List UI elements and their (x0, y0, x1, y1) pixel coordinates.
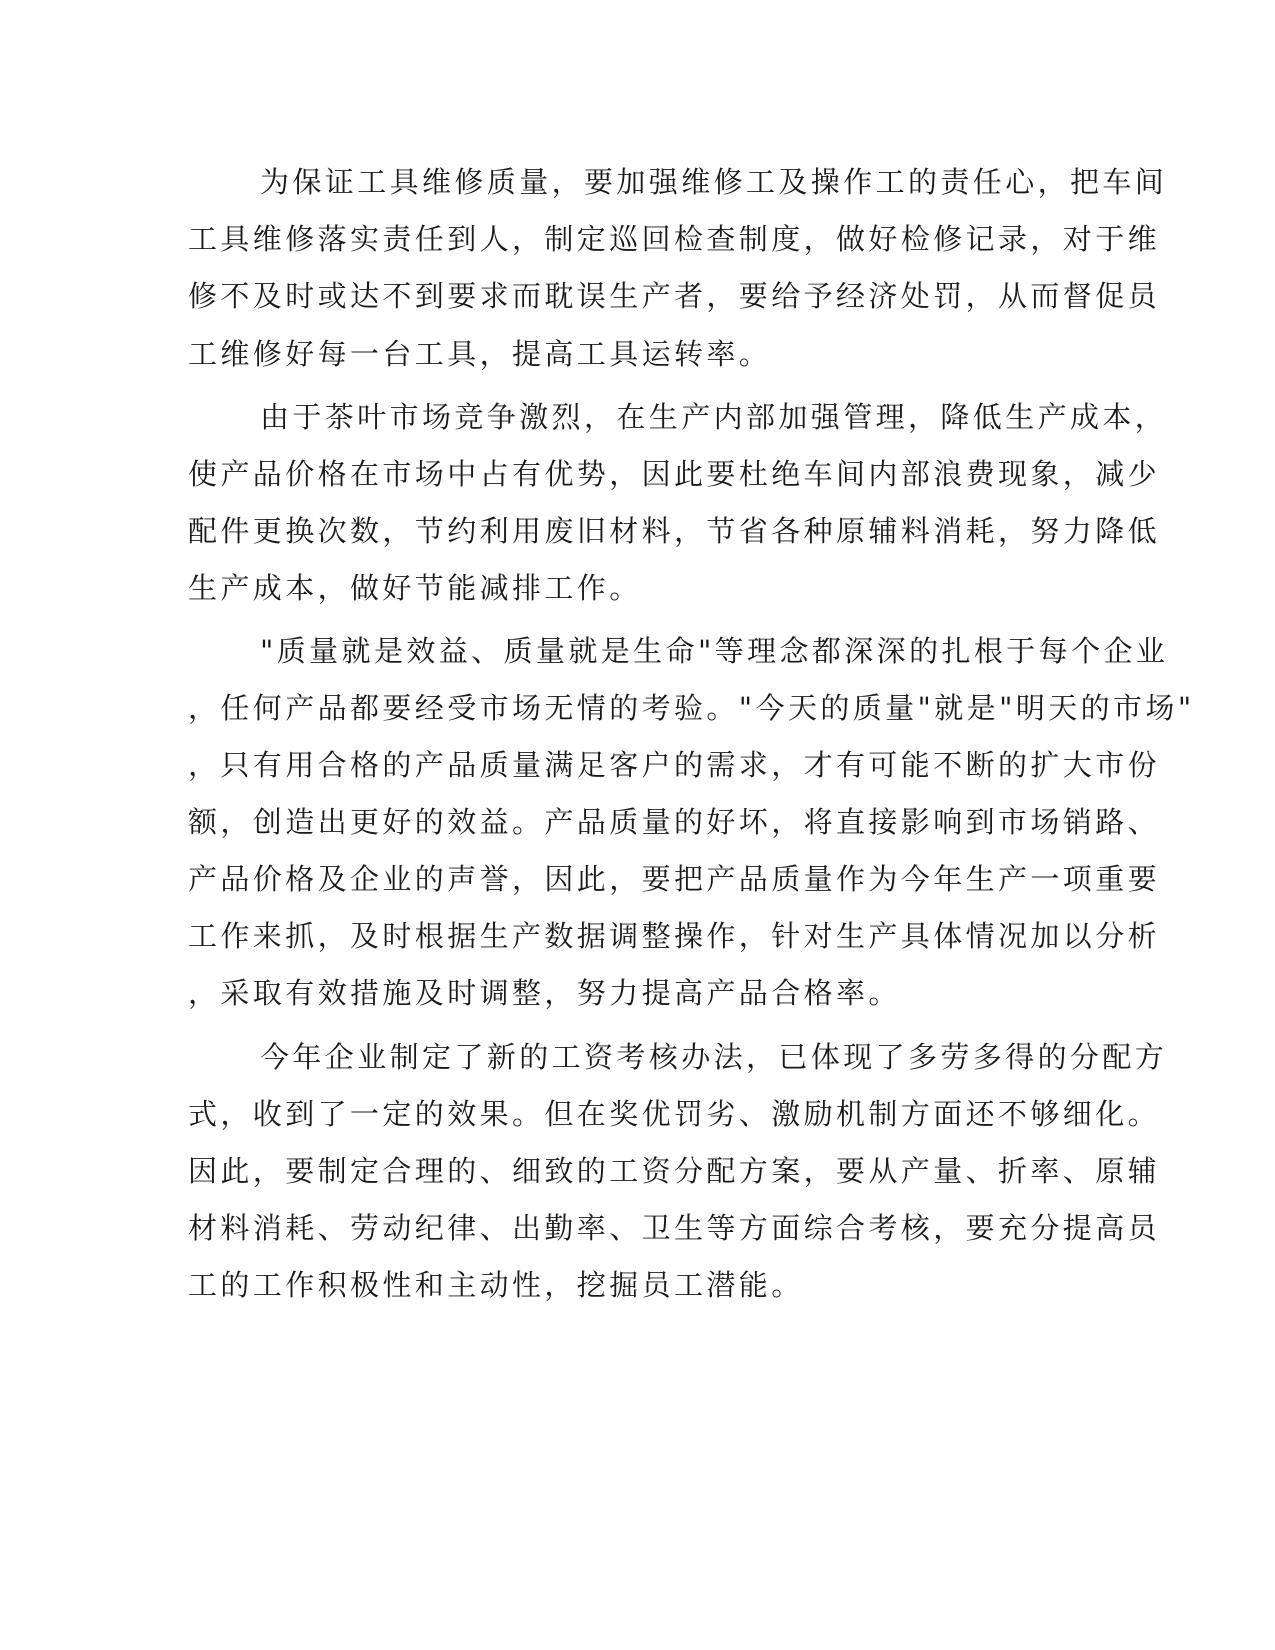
paragraph-4-line-4: 材料消耗、劳动纪律、出勤率、卫生等方面综合考核，要充分提高员 (188, 1211, 1161, 1245)
paragraph-4-line-1: 今年企业制定了新的工资考核办法，已体现了多劳多得的分配方 (260, 1040, 1168, 1074)
paragraph-1-line-1: 为保证工具维修质量，要加强维修工及操作工的责任心，把车间 (260, 165, 1168, 199)
paragraph-3-line-2: ，任何产品都要经受市场无情的考验。"今天的质量"就是"明天的市场" (188, 691, 1195, 725)
paragraph-3-line-1: "质量就是效益、质量就是生命"等理念都深深的扎根于每个企业 (260, 634, 1169, 668)
paragraph-1-line-2: 工具维修落实责任到人，制定巡回检查制度，做好检修记录，对于维 (188, 222, 1161, 256)
paragraph-1-line-3: 修不及时或达不到要求而耽误生产者，要给予经济处罚，从而督促员 (188, 279, 1161, 313)
paragraph-1-line-4: 工维修好每一台工具，提高工具运转率。 (188, 337, 772, 371)
paragraph-2-line-4: 生产成本，做好节能减排工作。 (188, 571, 642, 605)
paragraph-2-line-1: 由于茶叶市场竞争激烈，在生产内部加强管理，降低生产成本， (260, 400, 1168, 434)
paragraph-2-line-3: 配件更换次数，节约利用废旧材料，节省各种原辅料消耗，努力降低 (188, 514, 1161, 548)
paragraph-3-line-7: ，采取有效措施及时调整，努力提高产品合格率。 (188, 976, 901, 1010)
paragraph-4-line-3: 因此，要制定合理的、细致的工资分配方案，要从产量、折率、原辅 (188, 1154, 1161, 1188)
paragraph-3-line-6: 工作来抓，及时根据生产数据调整操作，针对生产具体情况加以分析 (188, 919, 1161, 953)
paragraph-3-line-4: 额，创造出更好的效益。产品质量的好坏，将直接影响到市场销路、 (188, 805, 1161, 839)
paragraph-4-line-2: 式，收到了一定的效果。但在奖优罚劣、激励机制方面还不够细化。 (188, 1097, 1161, 1131)
paragraph-2-line-2: 使产品价格在市场中占有优势，因此要杜绝车间内部浪费现象，减少 (188, 457, 1161, 491)
paragraph-4-line-5: 工的工作积极性和主动性，挖掘员工潜能。 (188, 1268, 804, 1302)
paragraph-3-line-5: 产品价格及企业的声誉，因此，要把产品质量作为今年生产一项重要 (188, 862, 1161, 896)
paragraph-3-line-3: ，只有用合格的产品质量满足客户的需求，才有可能不断的扩大市份 (188, 748, 1161, 782)
